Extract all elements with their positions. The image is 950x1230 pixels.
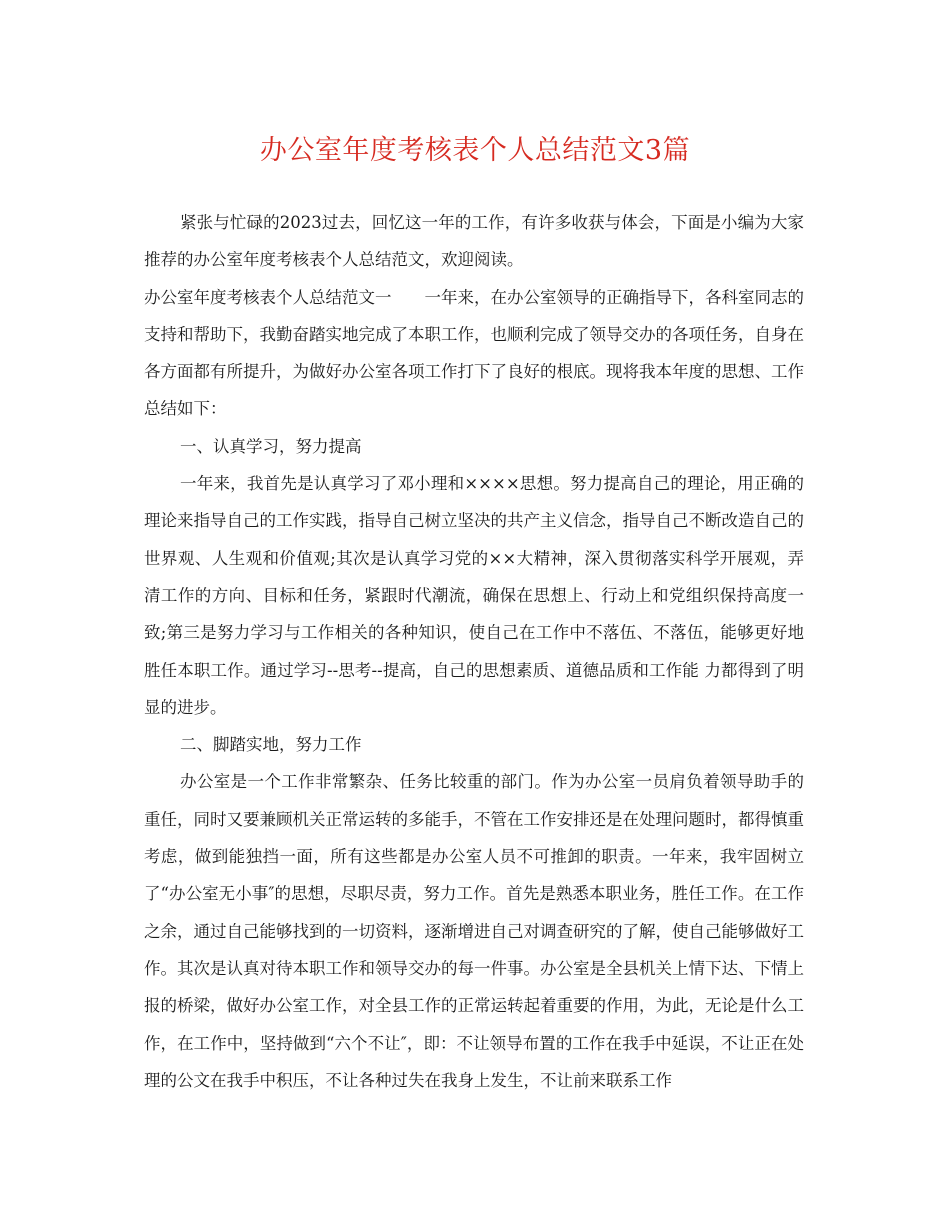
paragraph: 办公室是一个工作非常繁杂、任务比较重的部门。作为办公室一员肩负着领导助手的重任，同时又要兼顾机关正常运转的多能手，不管在工作安排还是在处理问题时，都得慎重考虑，做到能独挡一面，所有这些都是办公室人员不可推卸的职责。一年来，我牢固树立了“办公室无小事″的思想，尽职尽责，努力工作。首先是熟悉本职业务，胜任工作。在工作之余，通过自己能够找到的一切资料，逐渐增进自己对调查研究的了解，使自己能够做好工作。其次是认真对待本职工作和领导交办的每一件事。办公室是全县机关上情下达、下情上报的桥梁，做好办公室工作，对全县工作的正常运转起着重要的作用，为此，无论是什么工作，在工作中，坚持做到“六个不让″，即：不让领导布置的工作在我手中延误，不让正在处理的公文在我手中积压，不让各种过失在我身上发生，不让前来联系工作 <box>144 772 804 1090</box>
paragraph: 办公室年度考核表个人总结范文一 一年来，在办公室领导的正确指导下，各科室同志的支持和帮助下，我勤奋踏实地完成了本职工作，也顺利完成了领导交办的各项任务，自身在各方面都有所提升，为做好办公室各项工作打下了良好的根底。现将我本年度的思想、工作总结如下： <box>144 287 804 419</box>
paragraph: 一年来，我首先是认真学习了邓小理和××××思想。努力提高自己的理论，用正确的理论来指导自己的工作实践，指导自己树立坚决的共产主义信念，指导自己不断改造自己的世界观、人生观和价值观;其次是认真学习党的××大精神，深入贯彻落实科学开展观，弄清工作的方向、目标和任务，紧跟时代潮流，确保在思想上、行动上和党组织保持高度一致;第三是努力学习与工作相关的各种知识，使自己在工作中不落伍、不落伍，能够更好地胜任本职工作。通过学习--思考--提高，自己的思想素质、道德品质和工作能 力都得到了明显的进步。 <box>144 474 804 717</box>
document-body <box>144 204 804 1099</box>
paragraph: 一、认真学习，努力提高 <box>180 436 362 456</box>
paragraph: 紧张与忙碌的2023过去，回忆这一年的工作，有许多收获与体会，下面是小编为大家推荐的办公室年度考核表个人总结范文，欢迎阅读。 <box>144 213 804 270</box>
paragraph: 二、脚踏实地，努力工作 <box>180 735 362 755</box>
document-title: 办公室年度考核表个人总结范文3篇 <box>259 135 691 166</box>
